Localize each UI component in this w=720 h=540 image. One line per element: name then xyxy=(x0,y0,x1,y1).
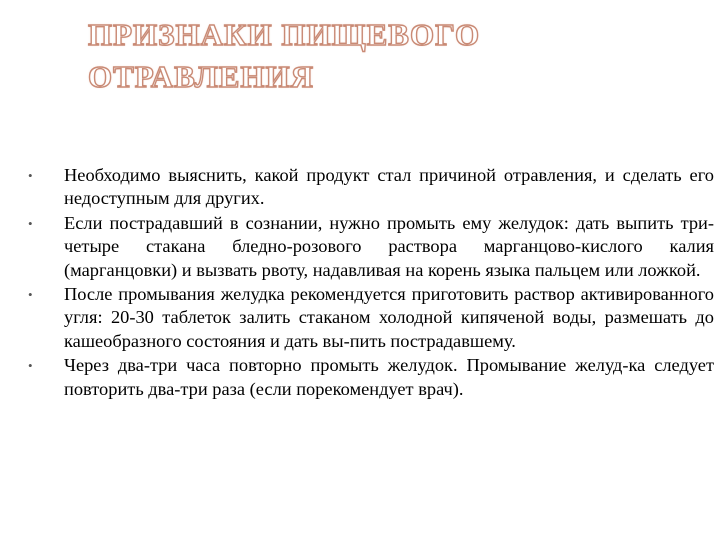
bullet-item-2 xyxy=(28,212,714,282)
title-line-1: ПРИЗНАКИ ПИЩЕВОГО xyxy=(88,17,481,52)
bullet-item-3 xyxy=(28,283,714,353)
bullet-list xyxy=(28,164,714,402)
bullet-marker-icon: • xyxy=(28,215,33,231)
bullet-marker-icon: • xyxy=(28,287,33,303)
bullet-marker-icon: • xyxy=(28,358,33,374)
bullet-text-2: Если пострадавший в сознании, нужно промыть ему желудок: дать выпить три-четыре стакана бледно-розового раствора марганцово-кислого калия (марганцовки) и вызвать рвоту, надавливая на корень языка пальцем или ложкой. xyxy=(64,212,714,280)
title-line-2: ОТРАВЛЕНИЯ xyxy=(88,59,315,94)
bullet-text-4: Через два-три часа повторно промыть желудок. Промывание желуд-ка следует повторить два-три раза (если порекомендует врач). xyxy=(64,355,714,399)
bullet-text-3: После промывания желудка рекомендуется приготовить раствор активированного угля: 20-30 таблеток залить стаканом холодной кипяченой воды, размешать до кашеобразного состояния и дать вы-пить пострадавшему. xyxy=(64,284,714,351)
bullet-item-4 xyxy=(28,354,714,401)
bullet-marker-icon: • xyxy=(28,168,33,183)
bullet-item-1 xyxy=(28,164,714,211)
bullet-text-1: Необходимо выяснить, какой продукт стал причиной отравления, и сделать его недоступным для других. xyxy=(64,165,714,209)
slide-title xyxy=(88,14,528,98)
